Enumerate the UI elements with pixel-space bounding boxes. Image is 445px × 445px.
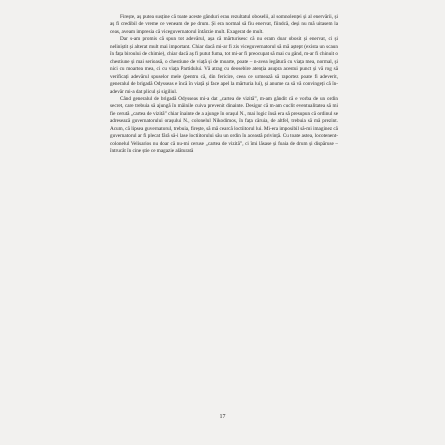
paragraph-1: Firește, aș putea susține că toate aceste gânduri erau rezultatul oboselii, al somnolenței și al enervării, și aș fi credibil de vreme ce veneam de pe drum. Și era normal să fiu enervat, fiindcă, deși nu mă uitasem la ceas, aveam impresia că viceguvernatorul întârzie mult. Exagerat de mult. <box>110 14 338 35</box>
page-number: 17 <box>219 414 226 420</box>
paragraph-2: Dar s-am promis că spun tot adevărul, așa că mărturisesc că nu eram doar obosit și enervat, ci și neliniștit și alterat mult mai important. Chiar dacă mi-ar fi zis viceguvernatorul să mă aștept (exista un scaun în fața biroului de chimie), chiar dacă aș fi putut fuma, tot mi-ar fi preocupat să mai cu gând, m-ar fi chinuit o chestiune și mai serioasă, o chestiune de viață și de moarte, poate – n-avea legătură cu viața mea, normal, și nici cu moartea mea, ci cu viața Partidului. Vă atrag cu deosebire atenția asupra acestui punct și vă rog să verificați adevărul spuselor mele (pentru că, din fericire, ceea ce urmează să raportez poate fi adeverit, generalul de brigadă Odysseas e încă în viață și face apel la mărturia lui), și anume ca să vă convingeți că în-adevăr mi-a dat plicul și sigiliul. <box>110 36 338 95</box>
paragraph-3: Când generalul de brigadă Odysseas mi-a dat „cartea de vizită”, m-am gândit că e vorba de un ordin secret, care trebuia să ajungă în mâinile cuiva prevenit dinainte. Desigur că m-am cuclit eventualitatea să mi fie cerută „cartea de vizită” chiar înainte de a ajunge în orașul N., mai logic însă era să presupun că ordinul se adresează guvernatorului orașului N., colonelul Nikodimos, în fața căruia, de altfel, trebuia să mă prezint. Acum, că lipsea guvernatorul, trebuia, firește, să mă cearcă loctiitorul lui. Mi-era imposibil să-mi imaginez că guvernatorul ar fi plecat fără să-i lase loctiitorului său un ordin în această privință. Cu toate astea, locotenent-colonelul Velisarios nu doar că nu-mi ceruse „cartea de vizită”, ci îmi lăsase și foaia de drum și dispăruse – întrucât în cine știe ce magazie alăturată <box>110 95 338 155</box>
body-text <box>110 14 338 156</box>
